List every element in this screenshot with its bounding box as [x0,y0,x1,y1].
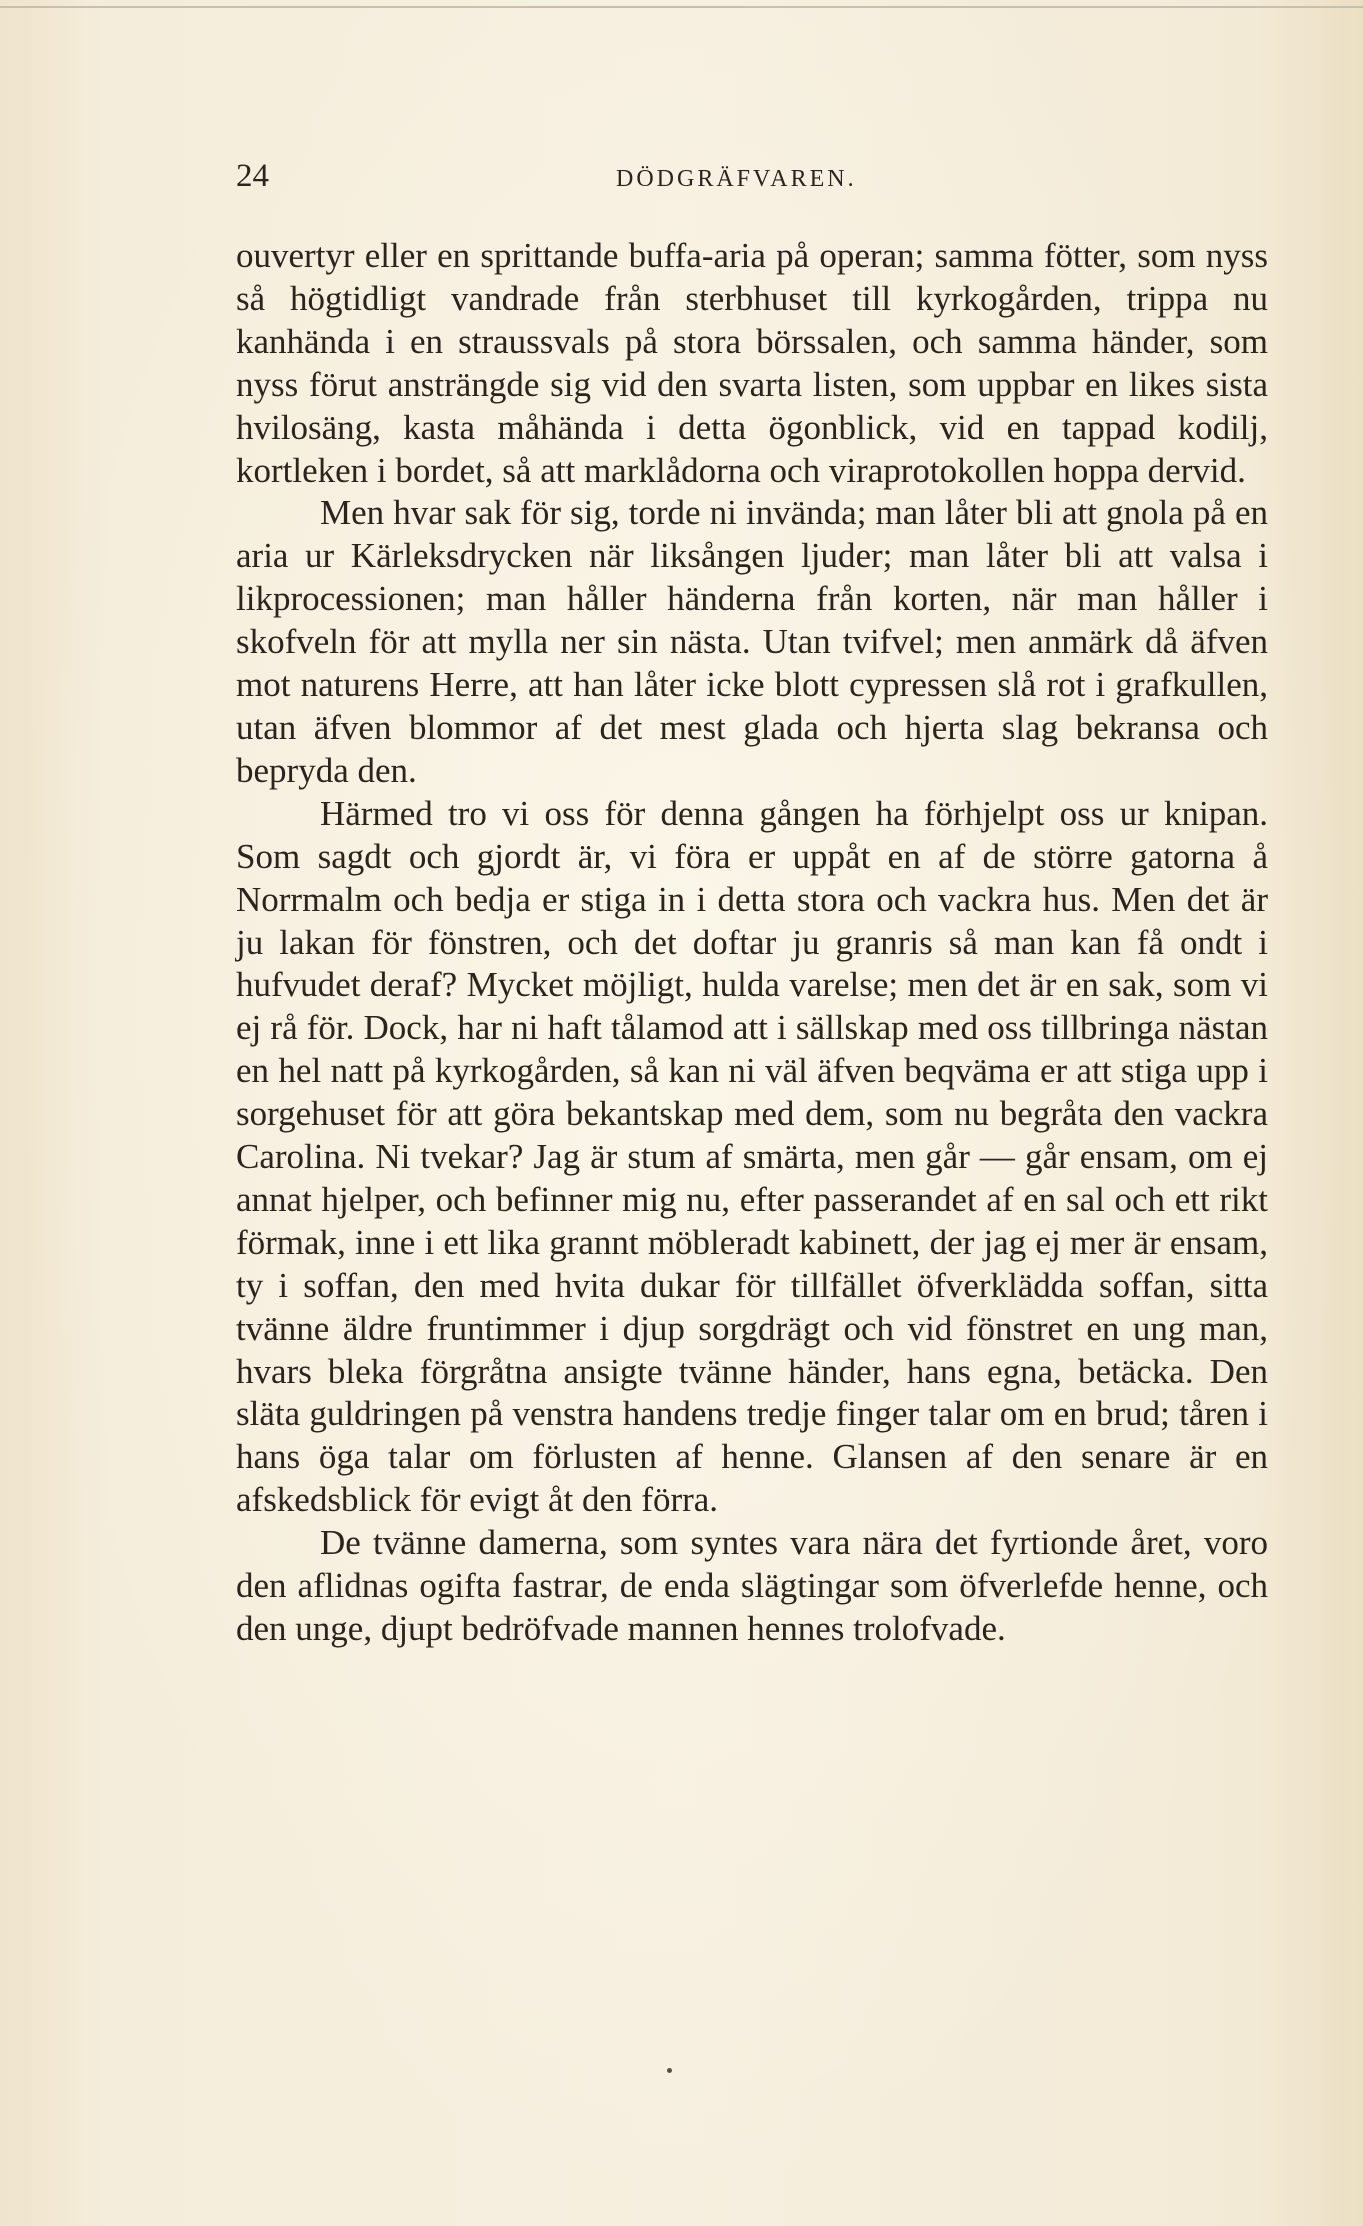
page-top-edge [0,6,1363,8]
paragraph-2: Men hvar sak för sig, torde ni invända; man låter bli att gnola på en aria ur Kärleksdrycken när liksången ljuder; man låter bli att valsa i likprocessionen; man håller händerna från korten, när man håller i skofveln för att mylla ner sin nästa. Utan tvifvel; men anmärk då äfven mot naturens Herre, att han låter icke blott cypressen slå rot i grafkullen, utan äfven blommor af det mest glada och hjerta slag bekransa och bepryda den. [236,493,1268,790]
paragraph-3: Härmed tro vi oss för denna gången ha förhjelpt oss ur knipan. Som sagdt och gjordt är, vi föra er uppåt en af de större gatorna å Norrmalm och bedja er stiga in i detta stora och vackra hus. Men det är ju lakan för fönstren, och det doftar ju granris så man kan få ondt i hufvudet deraf? Mycket möjligt, hulda varelse; men det är en sak, som vi ej rå för. Dock, har ni haft tålamod att i sällskap med oss tillbringa nästan en hel natt på kyrkogården, så kan ni väl äfven beqväma er att stiga upp i sorgehuset för att göra bekantskap med dem, som nu begråta den vackra Carolina. Ni tvekar? Jag är stum af smärta, men går — går ensam, om ej annat hjelper, och befinner mig nu, efter passerandet af en sal och ett rikt förmak, inne i ett lika grannt möbleradt kabinett, der jag ej mer är ensam, ty i soffan, den med hvita dukar för tillfället öfverklädda soffan, sitta tvänne äldre fruntimmer i djup sorgdrägt och vid fönstret en ung man, hvars bleka förgråtna ansigte tvänne händer, hans egna, betäcka. Den släta guldringen på venstra handens tredje finger talar om en brud; tåren i hans öga talar om förlusten af henne. Glansen af den senare är en afskedsblick för evigt åt den förra. [236,793,1268,1520]
paragraph-4: De tvänne damerna, som syntes vara nära det fyrtionde året, voro den aflidnas ogifta fastrar, de enda slägtingar som öfverlefde henne, och den unge, djupt bedröfvade mannen hennes trolofvade. [236,1523,1268,1648]
running-title: DÖDGRÄFVAREN. [616,166,857,192]
body-text [236,235,1268,1651]
paragraph-1: ouvertyr eller en sprittande buffa-aria på operan; samma fötter, som nyss så högtidligt vandrade från sterbhuset till kyrkogården, trippa nu kanhända i en straussvals på stora börssalen, och samma händer, som nyss förut ansträngde sig vid den svarta listen, som uppbar en likes sista hvilosäng, kasta måhända i detta ögonblick, vid en tappad kodilj, kortleken i bordet, så att marklådorna och viraprotokollen hoppa dervid. [236,236,1268,490]
page-header [236,150,1268,210]
page-number: 24 [236,158,269,194]
page-speck [667,2068,672,2073]
